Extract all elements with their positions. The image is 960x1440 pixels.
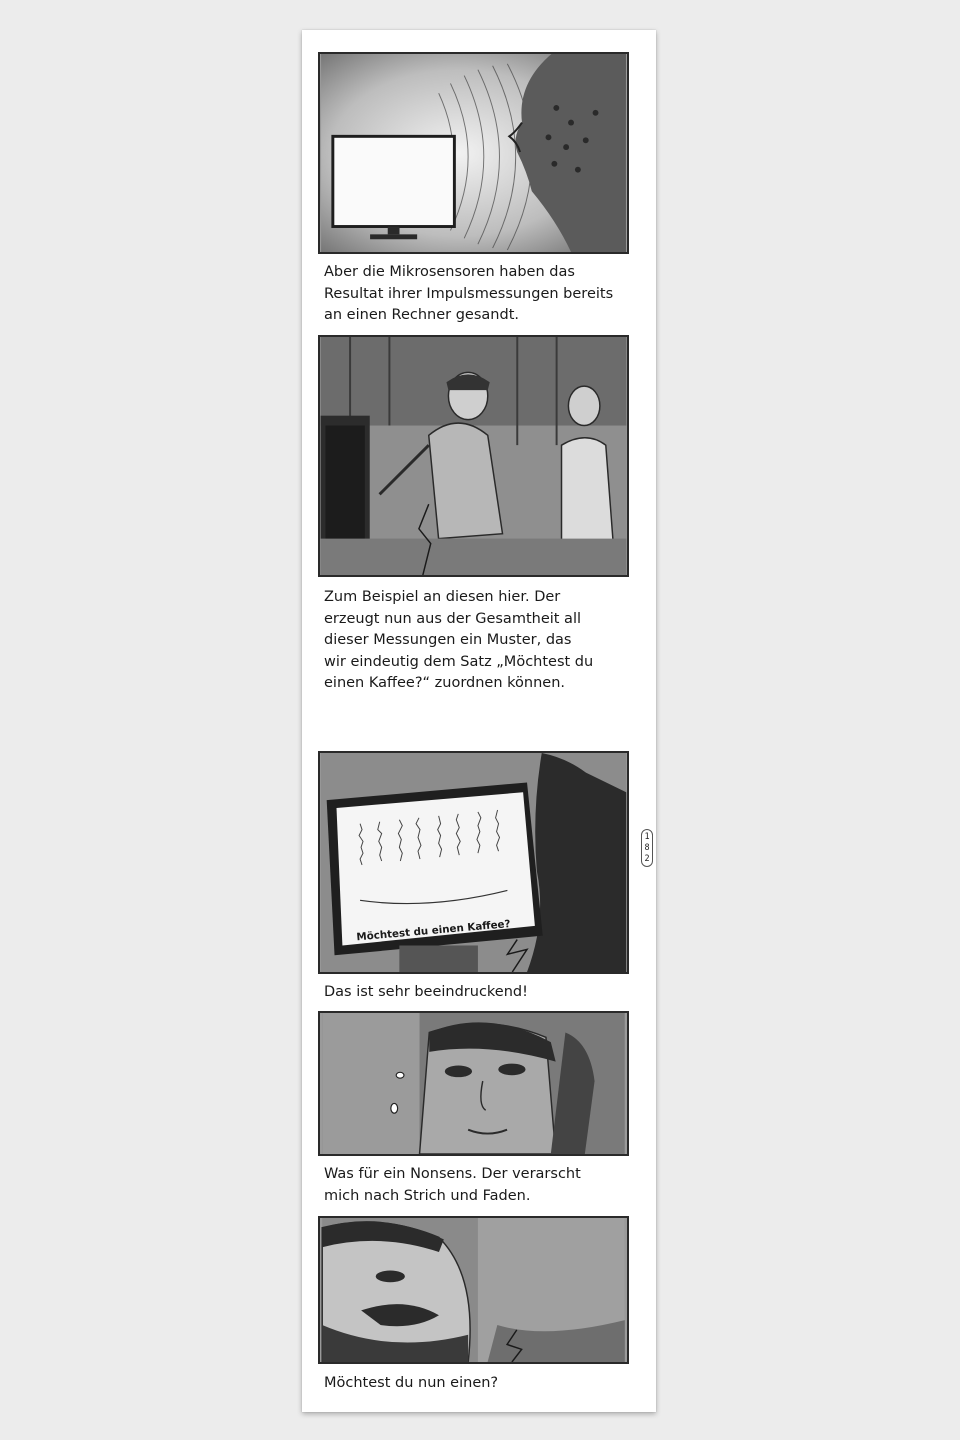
panel-1-caption: Aber die Mikrosensoren haben das Resultat ihrer Impulsmessungen bereits an einen Rechner gesandt. [324, 264, 614, 323]
panel-3-illustration [320, 753, 627, 972]
page-number-digit: 2 [644, 854, 650, 864]
comic-strip [302, 30, 656, 1412]
comic-panel-5 [318, 1216, 629, 1364]
screen-message: Möchtest du einen Kaffee? [355, 917, 511, 944]
panel-4-illustration [320, 1013, 627, 1154]
comic-panel-3 [318, 751, 629, 974]
panel-5-illustration [320, 1218, 627, 1362]
comic-panel-1 [318, 52, 629, 254]
comic-panel-4 [318, 1011, 629, 1156]
page-number-tab [641, 829, 653, 867]
page-number-digit: 8 [644, 843, 650, 853]
panel-3-caption: Das ist sehr beeindruckend! [324, 984, 528, 1000]
panel-2-illustration [320, 337, 627, 575]
panel-1-illustration [320, 54, 627, 252]
comic-panel-2 [318, 335, 629, 577]
panel-2-caption: Zum Beispiel an diesen hier. Der erzeugt nun aus der Gesamtheit all dieser Messungen ein Muster, das wir eindeutig dem Satz „Möchtest du einen Kaffee?“ zuordnen können. [324, 589, 594, 691]
panel-5-caption: Möchtest du nun einen? [324, 1375, 499, 1391]
page-number-digit: 1 [644, 832, 650, 842]
panel-4-caption: Was für ein Nonsens. Der verarscht mich nach Strich und Faden. [324, 1166, 581, 1204]
